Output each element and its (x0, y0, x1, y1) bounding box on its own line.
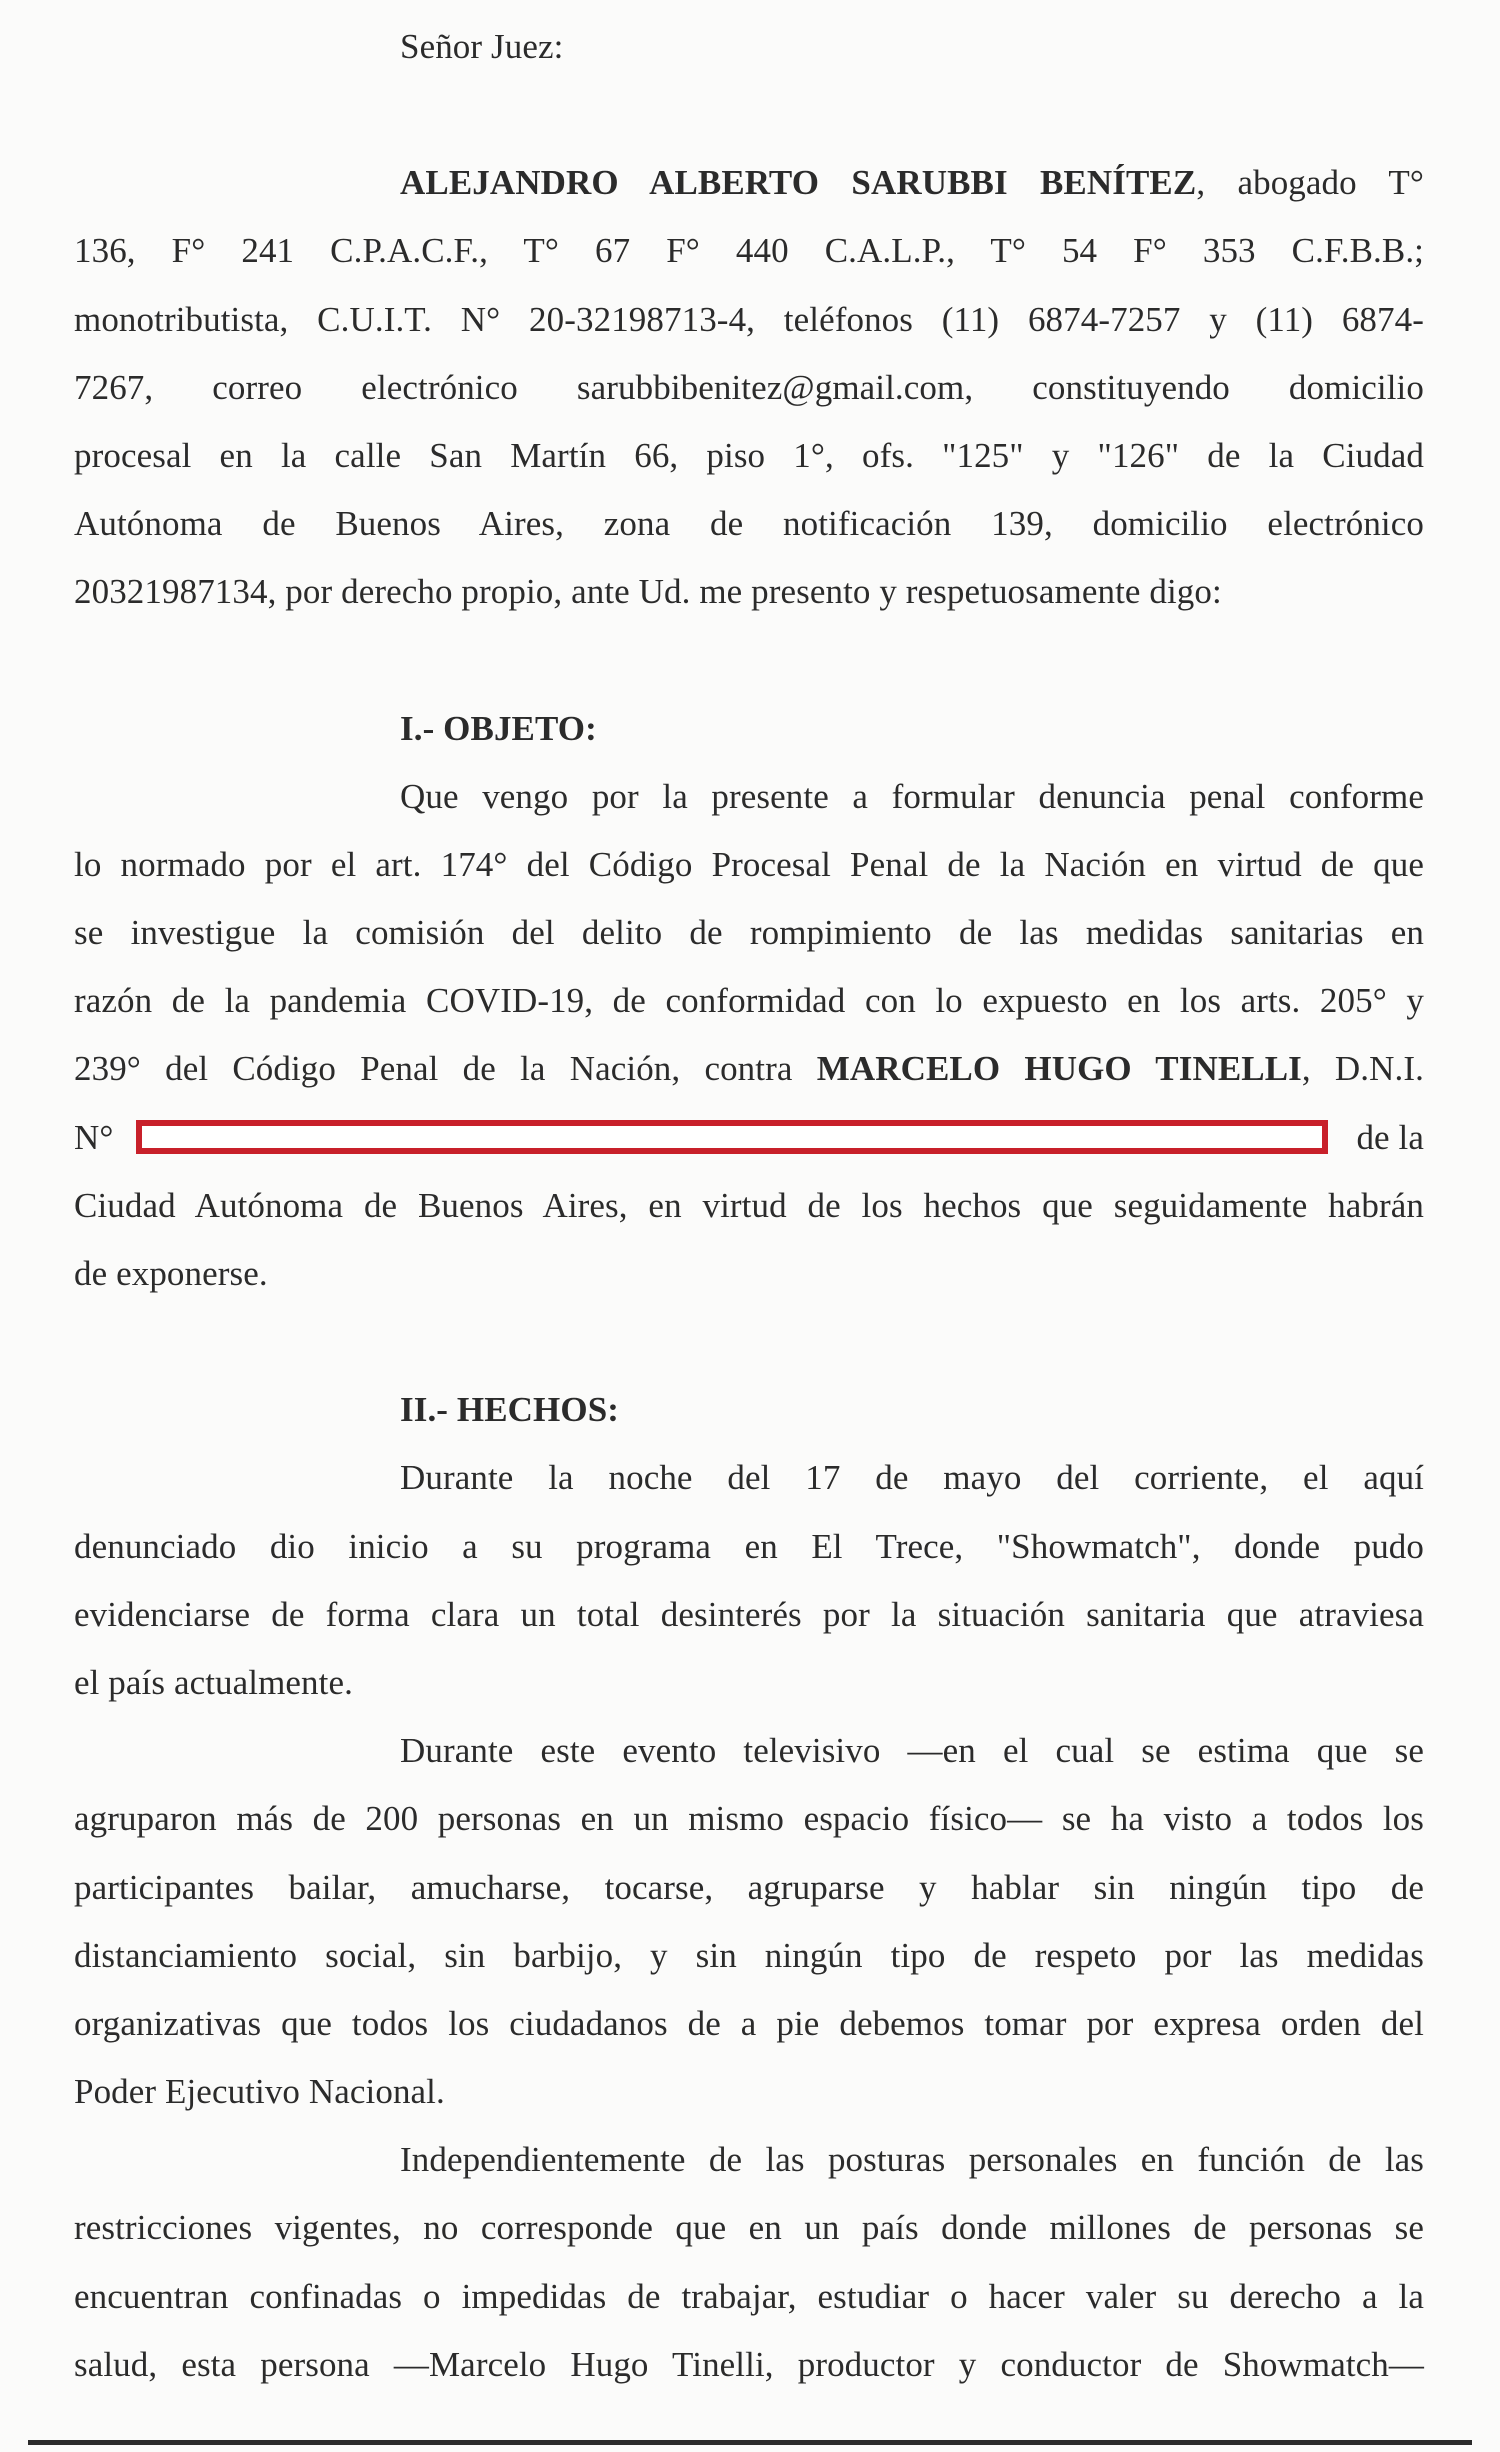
hechos-p3-line-3: encuentran confinadas o impedidas de trabajar, estudiar o hacer valer su derecho a la (74, 2276, 1424, 2316)
hechos-p2-line-3: participantes bailar, amucharse, tocarse, agruparse y hablar sin ningún tipo de (74, 1867, 1424, 1907)
greeting: Señor Juez: (400, 27, 564, 66)
hechos-p1-line-2: denunciado dio inicio a su programa en El Trece, "Showmatch", donde pudo (74, 1526, 1424, 1566)
page-bottom-rule (28, 2440, 1472, 2445)
author-name: ALEJANDRO ALBERTO SARUBBI BENÍTEZ (400, 163, 1197, 203)
objeto-line-4: razón de la pandemia COVID-19, de conformidad con lo expuesto en los arts. 205° y (74, 981, 1424, 1021)
intro-line-3: monotributista, C.U.I.T. N° 20-32198713-4, teléfonos (11) 6874-7257 y (11) 6874- (74, 299, 1424, 339)
intro-line-5: procesal en la calle San Martín 66, piso 1°, ofs. "125" y "126" de la Ciudad (74, 435, 1424, 475)
accused-name: MARCELO HUGO TINELLI (816, 1049, 1302, 1089)
hechos-p1-line-3: evidenciarse de forma clara un total desinterés por la situación sanitaria que atraviesa (74, 1594, 1424, 1634)
intro-line-1 (74, 149, 1424, 217)
objeto-line-5 (74, 1035, 1424, 1103)
section-hechos-heading: II.- HECHOS: (400, 1390, 620, 1430)
objeto-line-8: de exponerse. (74, 1254, 268, 1293)
intro-line-7: 20321987134, por derecho propio, ante Ud. me presento y respetuosamente digo: (74, 572, 1222, 612)
hechos-p2-line-4: distanciamiento social, sin barbijo, y sin ningún tipo de respeto por las medidas (74, 1935, 1424, 1975)
redacted-line-prefix: N° (74, 1117, 114, 1157)
hechos-p3-line-1: Independientemente de las posturas personales en función de las (400, 2140, 1424, 2180)
intro-line-2: 136, F° 241 C.P.A.C.F., T° 67 F° 440 C.A.L.P., T° 54 F° 353 C.F.B.B.; (74, 231, 1424, 271)
hechos-p2-line-2: agruparon más de 200 personas en un mismo espacio físico— se ha visto a todos los (74, 1799, 1424, 1839)
redaction-box (136, 1120, 1328, 1154)
objeto-line-5-pre: 239° del Código Penal de la Nación, contra (74, 1049, 817, 1089)
intro-line-4: 7267, correo electrónico sarubbibenitez@gmail.com, constituyendo domicilio (74, 367, 1424, 407)
objeto-line-5-post: , D.N.I. (1301, 1049, 1424, 1089)
intro-line-1-text: , abogado T° (1196, 163, 1424, 203)
objeto-line-1: Que vengo por la presente a formular denuncia penal conforme (400, 776, 1424, 816)
objeto-line-7: Ciudad Autónoma de Buenos Aires, en virtud de los hechos que seguidamente habrán (74, 1185, 1424, 1225)
hechos-p1-line-4: el país actualmente. (74, 1662, 353, 1702)
redacted-line (74, 1104, 1424, 1172)
redacted-line-suffix: de la (1356, 1117, 1424, 1157)
hechos-p2-line-6: Poder Ejecutivo Nacional. (74, 2072, 445, 2112)
hechos-p3-line-2: restricciones vigentes, no corresponde que en un país donde millones de personas se (74, 2208, 1424, 2248)
document-body (74, 0, 1424, 2399)
intro-line-6: Autónoma de Buenos Aires, zona de notificación 139, domicilio electrónico (74, 504, 1424, 544)
hechos-p3-line-4: salud, esta persona —Marcelo Hugo Tinelli, productor y conductor de Showmatch— (74, 2344, 1424, 2384)
section-objeto-heading: I.- OBJETO: (400, 708, 597, 748)
objeto-line-3: se investigue la comisión del delito de rompimiento de las medidas sanitarias en (74, 913, 1424, 953)
objeto-line-2: lo normado por el art. 174° del Código Procesal Penal de la Nación en virtud de que (74, 844, 1424, 884)
hechos-p1-line-1: Durante la noche del 17 de mayo del corriente, el aquí (400, 1458, 1424, 1498)
hechos-p2-line-5: organizativas que todos los ciudadanos de a pie debemos tomar por expresa orden del (74, 2003, 1424, 2043)
hechos-p2-line-1: Durante este evento televisivo —en el cual se estima que se (400, 1731, 1424, 1771)
